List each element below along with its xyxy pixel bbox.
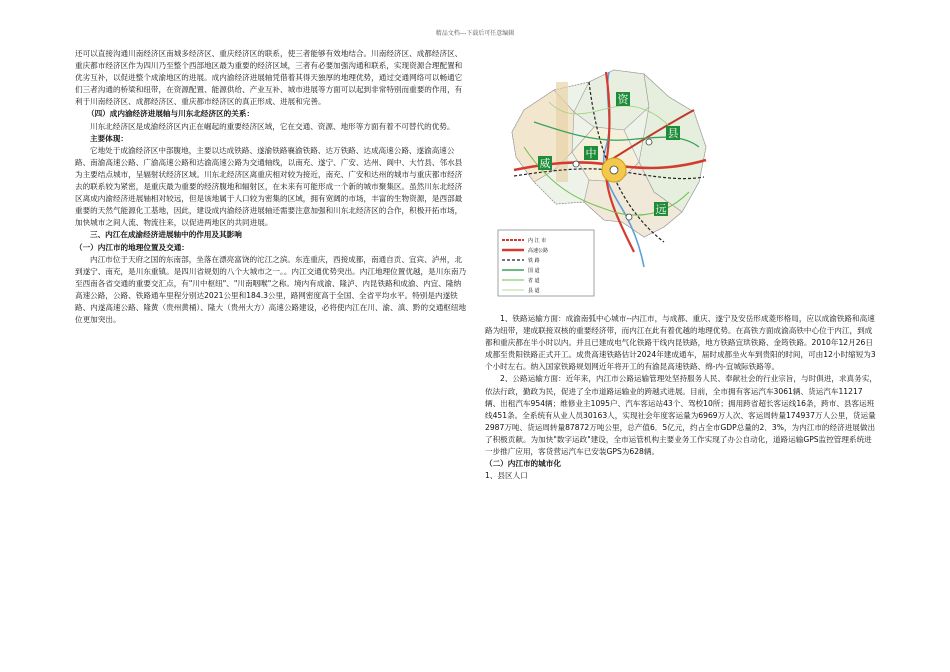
subheading: 1、县区人口: [485, 471, 528, 481]
legend-label: 省 道: [528, 278, 540, 284]
map-legend: [498, 230, 594, 296]
paragraph: 内江市位于天府之国的东南部，坐落在漂亮富饶的沱江之滨。东连重庆，西接成都，南通自贡、宜宾、泸州，北到遂宁、南充，是川东重镇。是四川省规划的八个大城市之一。。内江交通优势突出。内江地理位置优越，是川东南乃至西南各省交通的重要交汇点，有"川中枢纽"、"川南咽喉"之称。境内有成渝、隆泸、内昆铁路和成渝、内宜、隆纳高速公路，公路、铁路通车里程分别达2021公里和184.3公里，路网密度高于全国、全省平均水平。特别是内遂铁路、内遂高速公路、隆黄（贵州黄桶）、隆大（贵州大方）高速公路建设，必将使内江在川、渝、滇、黔的交通枢纽地位更加突出。: [75, 254, 467, 325]
paragraph: 1、铁路运输方面：成渝南弧中心城市--内江市，与成都、重庆、遂宁及安岳形成菱形格局，应以成渝铁路和高速路为纽带，建成联接双核的重要经济带，而内江在此有着优越的地理优势。在高铁方面成渝高铁中心位于内江，到成都和重庆都在半小时以内。并且已建成电气化铁路干线内昆铁路，地方铁路宜珙铁路、金筠铁路。2010年12月26日成都至贵阳铁路正式开工。成贵高速铁路估计2024年建成通车，届时成都坐火车到贵阳的时间，可由12小时缩短为3个小时左右。纳入国家铁路规划网近年将开工的有渝昆高速铁路、绵-内-宜城际铁路等。: [485, 314, 876, 372]
legend-label: 内 江 市: [528, 238, 547, 244]
legend-label: 县 道: [528, 288, 540, 294]
town-dot: [573, 161, 579, 167]
section-heading: 三、内江在成渝经济进展轴中的作用及其影响: [90, 230, 242, 240]
town-dot: [626, 214, 632, 220]
map-label: 威: [539, 157, 551, 170]
legend-label: 高速公路: [528, 248, 549, 254]
city-dot: [610, 166, 618, 174]
page-header: 精品文档---下载后可任意编辑: [435, 30, 515, 37]
traffic-map: [494, 52, 714, 300]
map-label: 远: [655, 203, 667, 216]
map-label: 中: [585, 147, 597, 160]
section-heading: （四）成内渝经济进展轴与川东北经济区的关系：: [87, 109, 255, 119]
paragraph: 2、公路运输方面：近年来，内江市公路运输管理处坚持服务人民、奉献社会的行业宗旨，与时俱进，求真务实，依法行政，勤政为民，促进了全市道路运输业的跨越式进展。目前，全市拥有客运汽车3061辆、货运汽车11217辆、出租汽车954辆；维修业主1095户、汽车客运站43个、驾校10所；拥用跨省超长客运线16条，跨市、县客运班线451条。全系统有从业人员30163人，实现社会年度客运量为6969万人次、客运周转量174937万人公里，货运量2987万吨、货运周转量87872万吨公里，总产值6．5亿元，约占全市GDP总量的2．3%，为内江市的经济进展做出了积极贡献。为加快"数字运政"建设，全市运管机构主要业务工作实现了办公自动化，道路运输GPS监控管理系统进一步推广应用，客货营运汽车已安装GPS为628辆。: [485, 374, 877, 457]
right-column: [485, 313, 877, 482]
legend-label: 铁 路: [528, 258, 540, 264]
paragraph: 还可以直接沟通川南经济区南城多经济区、重庆经济区的联系，使三者能够有效地结合。川南经济区、成都经济区、重庆都市经济区作为四川乃至整个西部地区最为重要的经济区域，三者有必要加强沟通和联系，实现资源合理配置和优劣互补，以促进整个成渝地区的进展。成内渝经济进展轴凭借着其得天独厚的地理优势，通过交通网络可以畅通它们三者沟通的桥梁和纽带，在资源配置、能源供给、产业互补、城市进展等方面可以起到非常特别而重要的作用，有利于川南经济区、成都经济区、重庆都市经济区的真正形成、进展和完善。: [75, 49, 463, 107]
subheading: 主要体现：: [90, 133, 128, 143]
legend-label: 国 道: [528, 268, 540, 274]
paragraph: 川东北经济区是成渝经济区内正在崛起的重要经济区域，它在交通、资源、地形等方面有着不可替代的优势。: [90, 121, 455, 131]
town-dot: [646, 139, 652, 145]
left-column: [75, 48, 467, 326]
section-heading: （二）内江市的城市化: [485, 459, 561, 469]
map-label: 资: [617, 93, 629, 106]
paragraph: 它地处于成渝经济区中部腹地，主要以达成铁路、遂渝铁路襄渝铁路、达万铁路、达成高速公路、遂渝高速公路、南渝高速公路、广渝高速公路和达渝高速公路为交通轴线，以南充、遂宁、广安、达州、阆中、大竹县、邻水县为主要结点城市，呈辐射状经济区域。川东北经济区离重庆相对较为接近，南充、广安和达州的城市与重庆都市经济去的联系较为紧密，是重庆最为重要的经济腹地和辐射区，在未来有可能形成一个新的城市聚集区。虽然川东北经济区离成内渝经济进展轴相对较远，但是该地属于人口较为密集的区域，拥有宽阔的市场，丰富的生物资源，是西部最重要的天然气能源化工基地，因此，建设成内渝经济进展轴还需要注意加强和川东北经济区的合作，积极开拓市场，加快城市之间人流、物流往来，以促进两地区的共同进展。: [75, 145, 463, 228]
map-label: 县: [667, 127, 679, 140]
section-heading: （一）内江市的地理位置及交通：: [75, 242, 189, 252]
